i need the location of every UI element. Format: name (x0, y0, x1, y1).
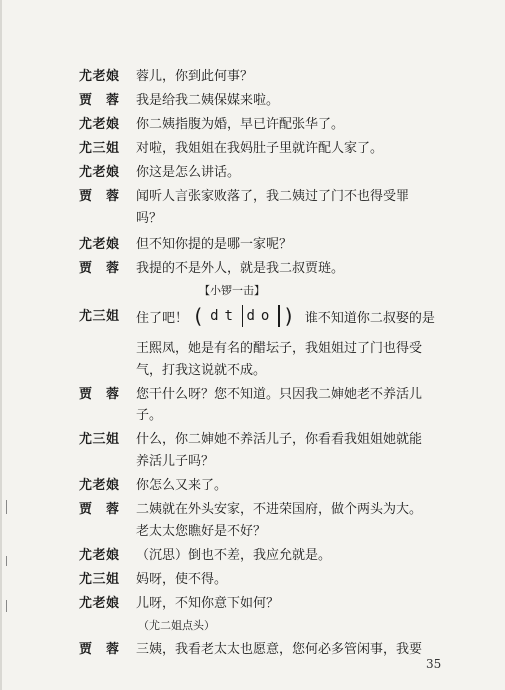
dialogue-text: 但不知你提的是哪一家呢？ (136, 237, 293, 252)
dialogue-line (0, 522, 505, 546)
speaker-name: 尤三姐 (79, 309, 120, 324)
dialogue-line (0, 235, 505, 259)
dialogue-text: 你怎么又来了。 (136, 478, 228, 493)
dialogue-text (136, 304, 435, 329)
dialogue-text: 对啦，我姐姐在我妈肚子里就许配人家了。 (136, 141, 384, 156)
dialogue-continuation: 王熙凤，她是有名的醋坛子，我姐姐过了门也得受 (136, 341, 423, 356)
dialogue-text: 儿呀，不知你意下如何？ (136, 596, 280, 611)
dialogue-line (0, 476, 505, 500)
percussion-notation: (dt do ) (192, 304, 301, 328)
dialogue-line (0, 361, 505, 385)
speaker-name: 贾 蓉 (79, 93, 120, 108)
speaker-name: 尤老娘 (79, 165, 120, 180)
dialogue-line (0, 430, 505, 454)
dialogue-text: 我提的不是外人，就是我二叔贾琏。 (136, 261, 345, 276)
speaker-name: 贾 蓉 (79, 261, 120, 276)
dialogue-line (0, 115, 505, 139)
dialogue-line (0, 139, 505, 163)
dialogue-text: 二姨就在外头安家，不进荣国府，做个两头为大。 (136, 502, 423, 517)
scan-mark (6, 556, 7, 566)
dialogue-text: 三姨，我看老太太也愿意，您何必多管闲事，我要 (136, 642, 423, 657)
speaker-name: 尤三姐 (79, 432, 120, 447)
note: t (224, 308, 239, 324)
dialogue-line (0, 163, 505, 187)
scan-mark (6, 500, 7, 514)
speaker-name: 尤老娘 (79, 548, 120, 563)
note: o (260, 308, 276, 324)
dialogue-text: 什么，你二婶她不养活儿子，你看看我姐姐她就能 (136, 432, 423, 447)
dialogue-line (0, 67, 505, 91)
speaker-name: 贾 蓉 (79, 189, 120, 204)
bar-line (278, 305, 280, 327)
dialogue-text-after: 谁不知道你二叔娶的是 (304, 311, 435, 326)
bar-line (242, 305, 244, 327)
stage-direction: 【小锣一击】 (199, 284, 265, 297)
dialogue-text: 我是给我二姨保媒来啦。 (136, 93, 280, 108)
speaker-name: 尤三姐 (79, 572, 120, 587)
dialogue-continuation: 气，打我这说就不成。 (136, 363, 267, 378)
dialogue-line (0, 500, 505, 524)
dialogue-line (0, 259, 505, 283)
dialogue-line (0, 91, 505, 115)
dialogue-text: 您干什么呀？您不知道。只因我二婶她老不养活儿 (136, 387, 423, 402)
note: d (210, 308, 225, 324)
dialogue-line (0, 452, 505, 476)
speaker-name: 贾 蓉 (79, 387, 120, 402)
dialogue-line (0, 570, 505, 594)
stage-direction-line (0, 281, 505, 305)
note: d (246, 308, 261, 324)
speaker-name: 尤老娘 (79, 69, 120, 84)
page-number: 35 (426, 657, 442, 671)
dialogue-line (0, 594, 505, 618)
dialogue-line (0, 209, 505, 233)
speaker-name: 贾 蓉 (79, 502, 120, 517)
speaker-name: 尤老娘 (79, 478, 120, 493)
dialogue-continuation: 养活儿子吗？ (136, 454, 215, 469)
stage-direction: （尤二姐点头） (138, 619, 215, 632)
speaker-name: 尤三姐 (79, 141, 120, 156)
dialogue-text: 闻听人言张家败落了，我二姨过了门不也得受罪 (136, 189, 410, 204)
dialogue-text-before: 住了吧！ (136, 311, 189, 326)
dialogue-line (0, 187, 505, 211)
dialogue-text: 你二姨指腹为婚，早已许配张华了。 (136, 117, 345, 132)
dialogue-continuation: 老太太您瞧好是不好？ (136, 524, 267, 539)
dialogue-line (0, 339, 505, 363)
dialogue-text: （沉思）倒也不差，我应允就是。 (136, 548, 332, 563)
dialogue-line (0, 546, 505, 570)
speaker-name: 贾 蓉 (79, 642, 120, 657)
speaker-name: 尤老娘 (79, 117, 120, 132)
dialogue-text: 妈呀，使不得。 (136, 572, 228, 587)
speaker-name: 尤老娘 (79, 596, 120, 611)
dialogue-text: 蓉儿，你到此何事？ (136, 69, 254, 84)
speaker-name: 尤老娘 (79, 237, 120, 252)
dialogue-line (0, 305, 505, 335)
dialogue-continuation: 吗？ (136, 211, 163, 226)
stage-direction-line (0, 616, 505, 640)
dialogue-line (0, 406, 505, 430)
dialogue-continuation: 子。 (136, 408, 163, 423)
dialogue-text: 你这是怎么讲话。 (136, 165, 241, 180)
scan-mark (6, 600, 7, 612)
